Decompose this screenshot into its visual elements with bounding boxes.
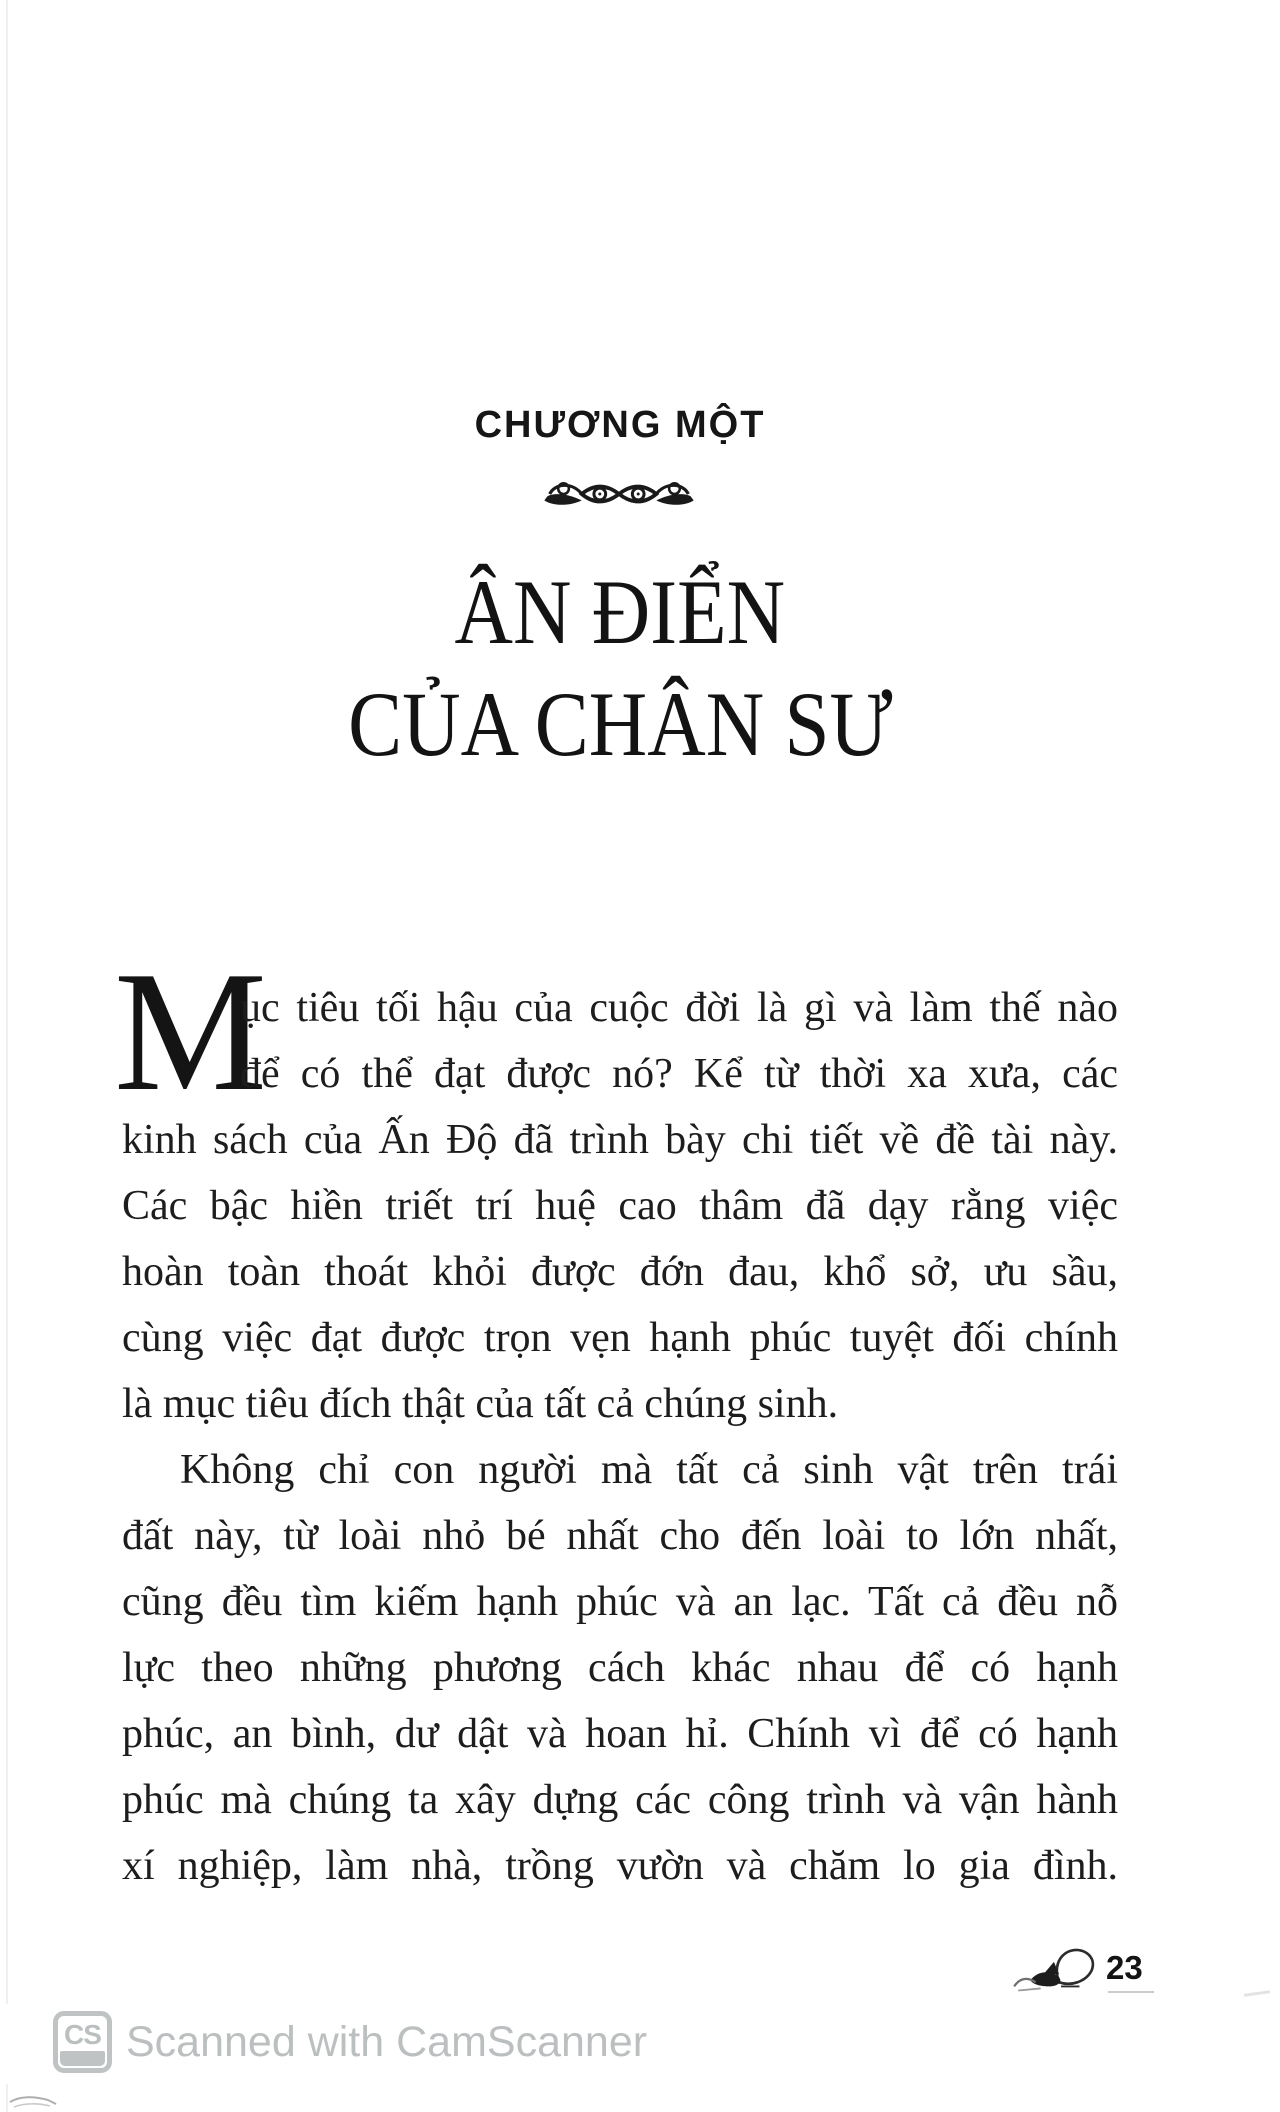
body-line: phúc, an bình, dư dật và hoan hỉ. Chính vì để có hạnh <box>122 1711 1118 1757</box>
camscanner-logo-base <box>60 2051 105 2066</box>
camscanner-logo-text: CS <box>64 2019 101 2050</box>
camscanner-watermark <box>0 2004 1280 2084</box>
body-line: ục tiêu tối hậu của cuộc đời là gì và làm thế nào <box>240 985 1118 1031</box>
drop-cap: M <box>114 937 267 1127</box>
body-line: cũng đều tìm kiếm hạnh phúc và an lạc. Tất cả đều nỗ <box>122 1579 1118 1625</box>
scan-smudge-icon <box>8 2094 60 2112</box>
chapter-divider-ornament-icon <box>539 476 699 512</box>
scan-edge-artifact <box>6 0 8 2112</box>
camscanner-logo-icon <box>53 2011 112 2073</box>
book-title-line2: CỦA CHÂN SƯ <box>347 673 893 775</box>
body-line: đất này, từ loài nhỏ bé nhất cho đến loài to lớn nhất, <box>122 1513 1118 1559</box>
scan-smudge-dash <box>1244 1990 1270 1997</box>
quill-flourish-icon <box>1008 1941 1106 1993</box>
body-line: kinh sách của Ấn Độ đã trình bày chi tiết về đề tài này. <box>122 1117 1118 1163</box>
body-text <box>122 975 1118 1899</box>
body-line: để có thể đạt được nó? Kể từ thời xa xưa, các <box>240 1051 1118 1097</box>
body-line: hoàn toàn thoát khỏi được đớn đau, khổ sở, ưu sầu, <box>122 1249 1118 1295</box>
body-line: xí nghiệp, làm nhà, trồng vườn và chăm lo gia đình. <box>122 1843 1118 1889</box>
camscanner-label: Scanned with CamScanner <box>126 2018 648 2066</box>
body-line: Không chỉ con người mà tất cả sinh vật trên trái <box>180 1447 1118 1493</box>
page-number: 23 <box>1106 1949 1143 1986</box>
body-line: lực theo những phương cách khác nhau để có hạnh <box>122 1645 1118 1691</box>
body-line: cùng việc đạt được trọn vẹn hạnh phúc tuyệt đối chính <box>122 1315 1118 1361</box>
body-line: phúc mà chúng ta xây dựng các công trình và vận hành <box>122 1777 1118 1823</box>
body-line: Các bậc hiền triết trí huệ cao thâm đã dạy rằng việc <box>122 1183 1118 1229</box>
chapter-heading: CHƯƠNG MỘT <box>474 404 766 446</box>
body-line: là mục tiêu đích thật của tất cả chúng sinh. <box>122 1381 839 1427</box>
scan-artifact-underline <box>1108 1991 1154 1993</box>
book-title-line1: ÂN ĐIỂN <box>454 561 786 663</box>
